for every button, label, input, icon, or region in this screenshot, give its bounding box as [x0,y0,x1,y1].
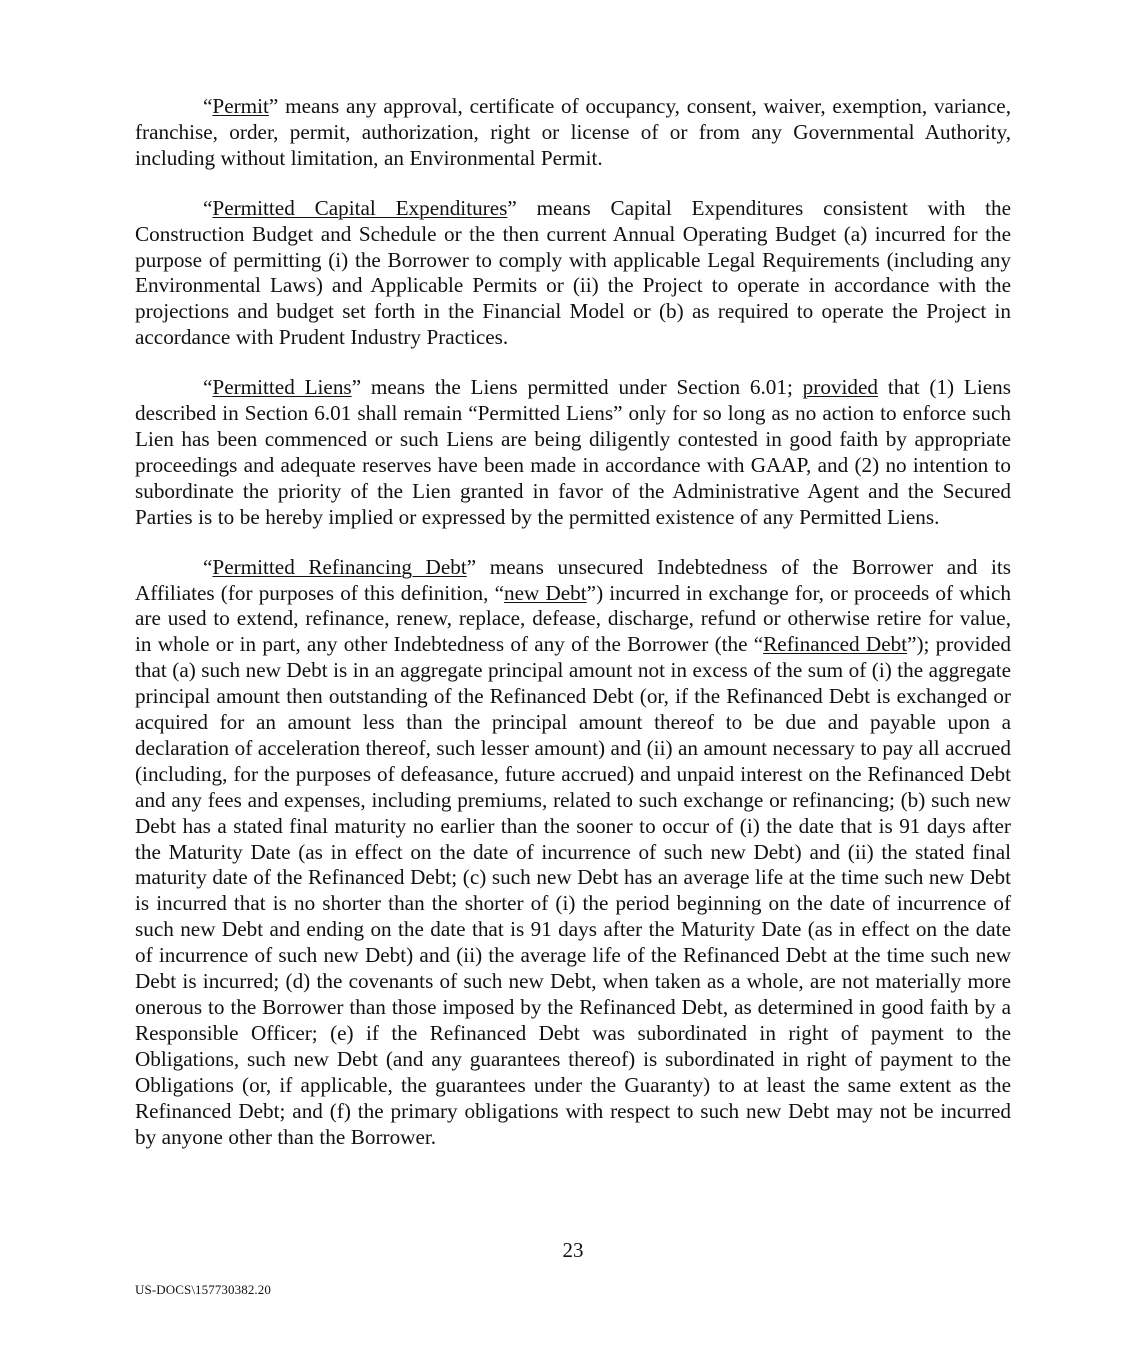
definition-permit [135,94,1011,172]
definition-text: means any approval, certificate of occupancy, consent, waiver, exemption, variance, franchise, order, permit, authorization, right or license of or from any Governmental Authority, including without limitation, an Environmental Permit. [135,94,1011,170]
defined-term-refinanced-debt: Refinanced Debt [763,632,908,657]
definition-text: ”); provided that (a) such new Debt is in an aggregate principal amount not in excess of the sum of (i) the aggregate principal amount then outstanding of the Refinanced Debt (or, if the Refinanced Debt is exchanged or acquired for an amount less than the principal amount thereof to be due and payable upon a declaration of acceleration thereof, such lesser amount) and (ii) an amount necessary to pay all accrued (including, for the purposes of defeasance, future accrued) and unpaid interest on the Refinanced Debt and any fees and expenses, including premiums, related to such exchange or refinancing; (b) such new Debt has a stated final maturity no earlier than the sooner to occur of (i) the date that is 91 days after the Maturity Date (as in effect on the date of incurrence of such new Debt) and (ii) the stated final maturity date of the Refinanced Debt; (c) such new Debt has an average life at the time such new Debt is incurred that is no shorter than the shorter of (i) the period beginning on the date of incurrence of such new Debt and ending on the date that is 91 days after the Maturity Date (as in effect on the date of incurrence of such new Debt) and (ii) the average life of the Refinanced Debt at the time such new Debt is incurred; (d) the covenants of such new Debt, when taken as a whole, are not materially more onerous to the Borrower than those imposed by the Refinanced Debt, as determined in good faith by a Responsible Officer; (e) if the Refinanced Debt was subordinated in right of payment to the Obligations, such new Debt (and any guarantees thereof) is subordinated in right of payment to the Obligations (or, if applicable, the guarantees under the Guaranty) to at least the same extent as the Refinanced Debt; and (f) the primary obligations with respect to such new Debt may not be incurred by anyone other than the Borrower. [135,632,1012,1149]
defined-term: Permit [212,94,269,118]
definition-permitted-refinancing-debt [135,555,1011,1151]
close-quote: ” [507,195,517,220]
definition-text: that (1) Liens described in Section 6.01 shall remain “Permitted Liens” only for so long as no action to enforce such Lien has been commenced or such Liens are being diligently contested in good faith by appropriate proceedings and adequate reserves have been made in accordance with GAAP, and (2) no intention to subordinate the priority of the Lien granted in favor of the Administrative Agent and the Secured Parties is to be hereby implied or expressed by the permitted existence of any Permitted Liens. [135,375,1011,529]
open-quote: “ [203,195,213,220]
defined-term: Permitted Refinancing Debt [212,554,467,579]
definition-text: means the Liens permitted under Section 6.01; [361,375,803,400]
definition-permitted-liens [135,375,1011,530]
open-quote: “ [203,554,213,579]
page-number: 23 [562,1238,584,1262]
document-body [135,94,1011,1174]
definition-text: means unsecured Indebtedness of the Borrower and its Affiliates (for purposes of this definition, “ [135,554,1011,605]
definition-permitted-capital-expenditures [135,196,1011,351]
open-quote: “ [203,375,213,400]
definition-text: ”) incurred in exchange for, or proceeds of which are used to extend, refinance, renew, replace, defease, discharge, refund or otherwise retire for value, in whole or in part, any other Indebtedness of any of the Borrower (the “ [135,580,1011,657]
definition-text: means Capital Expenditures consistent with the Construction Budget and Schedule or the then current Annual Operating Budget (a) incurred for the purpose of permitting (i) the Borrower to comply with applicable Legal Requirements (including any Environmental Laws) and Applicable Permits or (ii) the Project to operate in accordance with the projections and budget set forth in the Financial Model or (b) as required to operate the Project in accordance with Prudent Industry Practices. [135,195,1011,350]
document-id: US-DOCS\157730382.20 [135,1282,271,1297]
defined-term: Permitted Liens [212,375,352,400]
close-quote: ” [466,554,477,579]
defined-term: Permitted Capital Expenditures [212,195,508,220]
defined-term-new-debt: new Debt [504,580,587,605]
open-quote: “ [203,94,213,118]
underlined-word-provided: provided [802,375,878,400]
close-quote: ” [351,375,362,400]
close-quote: ” [268,94,279,118]
